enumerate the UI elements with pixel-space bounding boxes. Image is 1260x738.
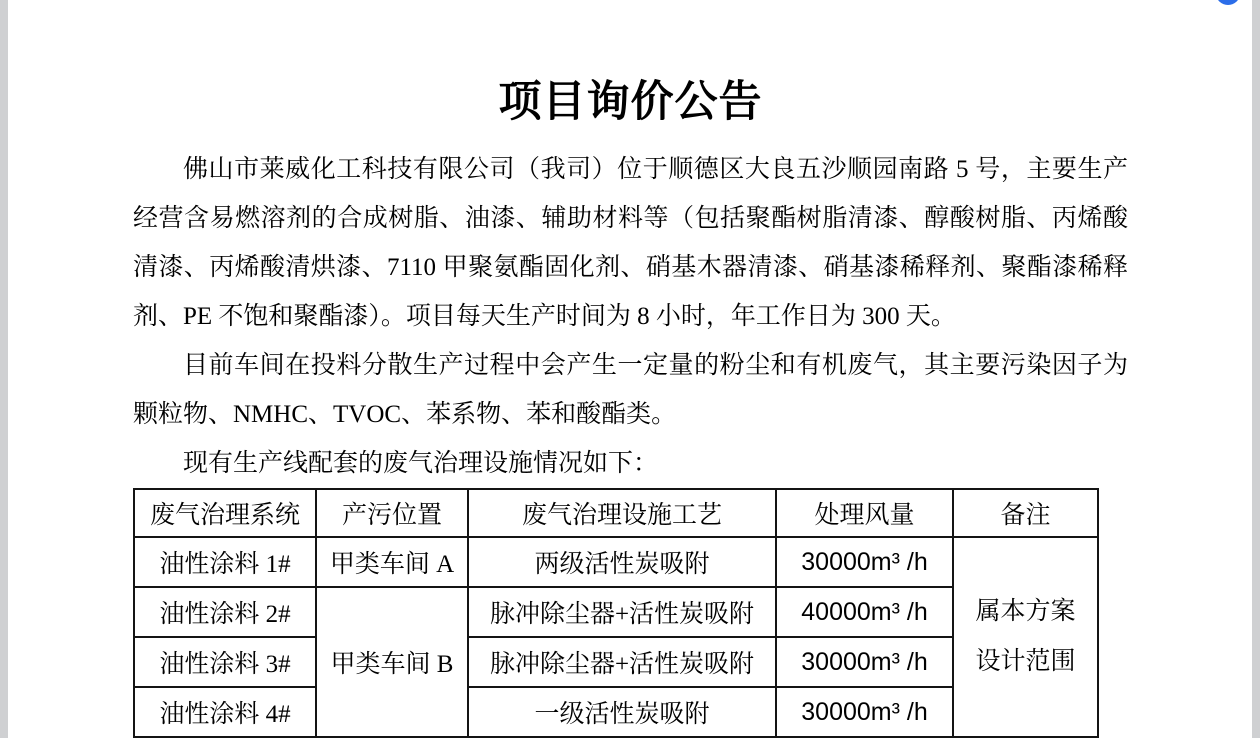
header-remark: 备注 (953, 489, 1098, 537)
remark-line-2: 设计范围 (975, 648, 1076, 675)
waste-gas-treatment-table (133, 488, 1099, 738)
header-system: 废气治理系统 (134, 489, 316, 537)
cell-system: 油性涂料 4# (134, 687, 316, 737)
cell-process: 一级活性炭吸附 (468, 687, 776, 737)
document-title: 项目询价公告 (498, 79, 763, 126)
cell-system: 油性涂料 2# (134, 587, 316, 637)
floating-blue-button[interactable] (1216, 0, 1240, 5)
cell-airflow: 40000m³ /h (776, 587, 953, 637)
left-window-edge (0, 0, 8, 738)
table-row (134, 537, 1098, 587)
header-airflow: 处理风量 (776, 489, 953, 537)
cell-airflow: 30000m³ /h (776, 687, 953, 737)
header-location: 产污位置 (316, 489, 468, 537)
cell-system: 油性涂料 1# (134, 537, 316, 587)
paragraph-pollutants: 目前车间在投料分散生产过程中会产生一定量的粉尘和有机废气，其主要污染因子为颗粒物、NMHC、TVOC、苯系物、苯和酸酯类。 (133, 352, 1128, 428)
cell-airflow: 30000m³ /h (776, 637, 953, 687)
cell-location-merged: 甲类车间 B (316, 587, 468, 737)
paragraph-table-lead-in: 现有生产线配套的废气治理设施情况如下： (183, 450, 659, 477)
cell-airflow: 30000m³ /h (776, 537, 953, 587)
cell-remark-merged (953, 537, 1098, 737)
cell-process: 脉冲除尘器+活性炭吸附 (468, 587, 776, 637)
paragraph-company-intro: 佛山市莱威化工科技有限公司（我司）位于顺德区大良五沙顺园南路 5 号，主要生产经营含易燃溶剂的合成树脂、油漆、辅助材料等（包括聚酯树脂清漆、醇酸树脂、丙烯酸清漆、丙烯酸清烘漆、7110 甲聚氨酯固化剂、硝基木器清漆、硝基漆稀释剂、聚酯漆稀释剂、PE 不饱和聚酯漆）。项目每天生产时间为 8 小时，年工作日为 300 天。 (133, 156, 1128, 330)
cell-process: 两级活性炭吸附 (468, 537, 776, 587)
document-page (133, 0, 1128, 738)
cell-process: 脉冲除尘器+活性炭吸附 (468, 637, 776, 687)
remark-line-1: 属本方案 (975, 598, 1076, 625)
table-header-row (134, 489, 1098, 537)
cell-system: 油性涂料 3# (134, 637, 316, 687)
right-scrollbar-edge (1252, 0, 1260, 738)
header-process: 废气治理设施工艺 (468, 489, 776, 537)
cell-location: 甲类车间 A (316, 537, 468, 587)
